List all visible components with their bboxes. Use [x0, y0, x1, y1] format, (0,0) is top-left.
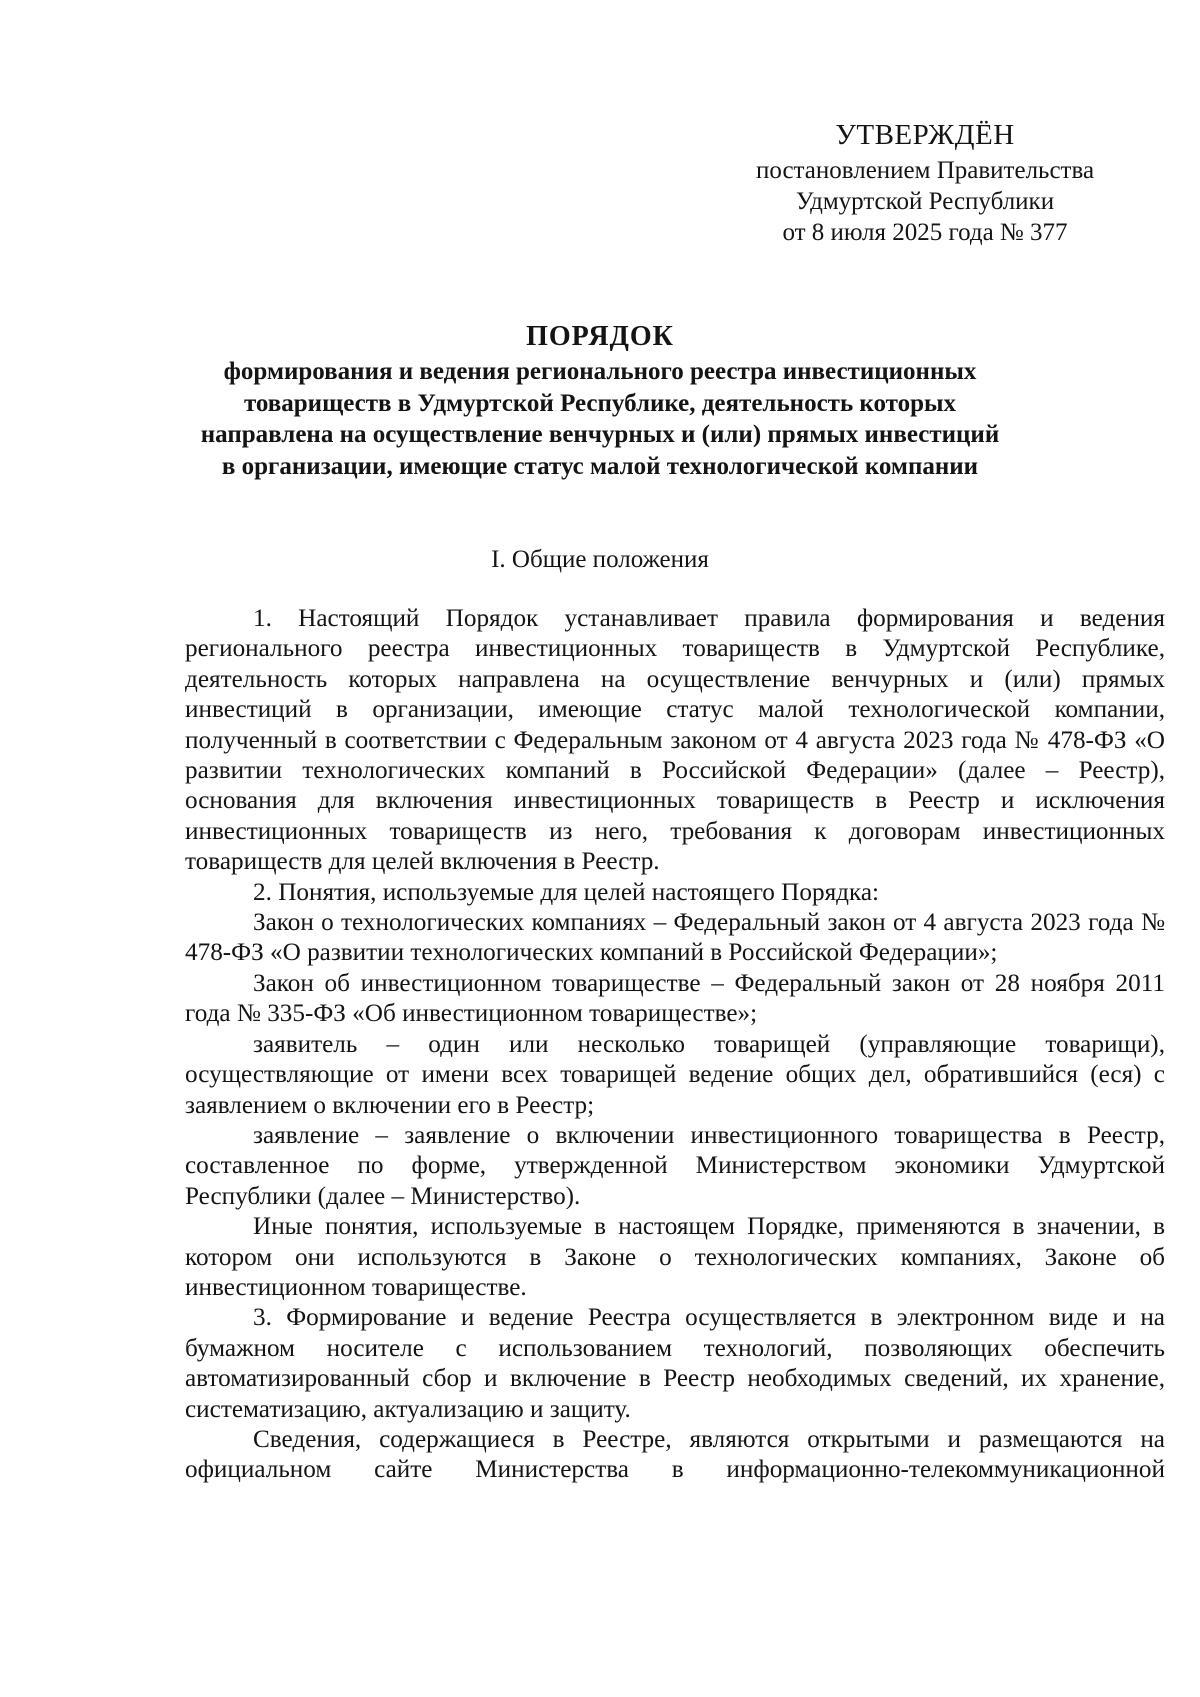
definition-tech-law: Закон о технологических компаниях – Федеральный закон от 4 августа 2023 года № 478-ФЗ «О развитии технологических компаний в Российской Федерации»; [185, 909, 1165, 967]
approval-line-3: от 8 июля 2025 года № 377 [782, 219, 1068, 246]
definition-applicant: заявитель – один или несколько товарищей (управляющие товарищи), осуществляющие от имени всех товарищей ведение общих дел, обратившийся (еся) с заявлением о включении его в Реестр; [185, 1030, 1165, 1119]
document-subtitle: формирования и ведения регионального реестра инвестиционных товариществ в Удмуртской Республике, деятельность которых направлена на осуществление венчурных и (или) прямых инвестиций в организации, имеющие статус малой технологической компании [200, 358, 1000, 480]
paragraph-registry-info: Сведения, содержащиеся в Реестре, являются открытыми и размещаются на официальном сайте Министерства в информационно-телекоммуникационной [185, 1425, 1165, 1484]
approval-title: УТВЕРЖДЁН [835, 119, 1015, 151]
approval-block [715, 120, 1135, 248]
document-body [185, 604, 1165, 1486]
paragraph-3: 3. Формирование и ведение Реестра осуществляется в электронном виде и на бумажном носителе с использованием технологий, позволяющих обеспечить автоматизированный сбор и включение в Реестр необходимых сведений, их хранение, систематизацию, актуализацию и защиту. [185, 1304, 1165, 1423]
approval-line-1: постановлением Правительства [755, 157, 1095, 184]
approval-line-2: Удмуртской Республики [795, 188, 1055, 215]
paragraph-other-terms: Иные понятия, используемые в настоящем Порядке, применяются в значении, в котором они используются в Законе о технологических компаниях, Законе об инвестиционном товариществе. [185, 1213, 1165, 1301]
section-heading: I. Общие положения [491, 546, 709, 573]
document-title-block [200, 318, 1000, 482]
paragraph-2: 2. Понятия, используемые для целей настоящего Порядка: [253, 878, 879, 906]
document-title: ПОРЯДОК [526, 321, 674, 352]
definition-application: заявление – заявление о включении инвестиционного товарищества в Реестр, составленное по форме, утвержденной Министерством экономики Удмуртской Республики (далее – Министерство). [185, 1121, 1165, 1210]
definition-investment-law: Закон об инвестиционном товариществе – Федеральный закон от 28 ноября 2011 года № 335-ФЗ «Об инвестиционном товариществе»; [185, 969, 1165, 1028]
paragraph-1: 1. Настоящий Порядок устанавливает правила формирования и ведения регионального реестра инвестиционных товариществ в Удмуртской Республике, деятельность которых направлена на осуществление венчурных и (или) прямых инвестиций в организации, имеющие статус малой технологической компании, полученный в соответствии с Федеральным законом от 4 августа 2023 года № 478-ФЗ «О развитии технологических компаний в Российской Федерации» (далее – Реестр), основания для включения инвестиционных товариществ в Реестр и исключения инвестиционных товариществ из него, требования к договорам инвестиционных товариществ для целей включения в Реестр. [185, 605, 1165, 876]
